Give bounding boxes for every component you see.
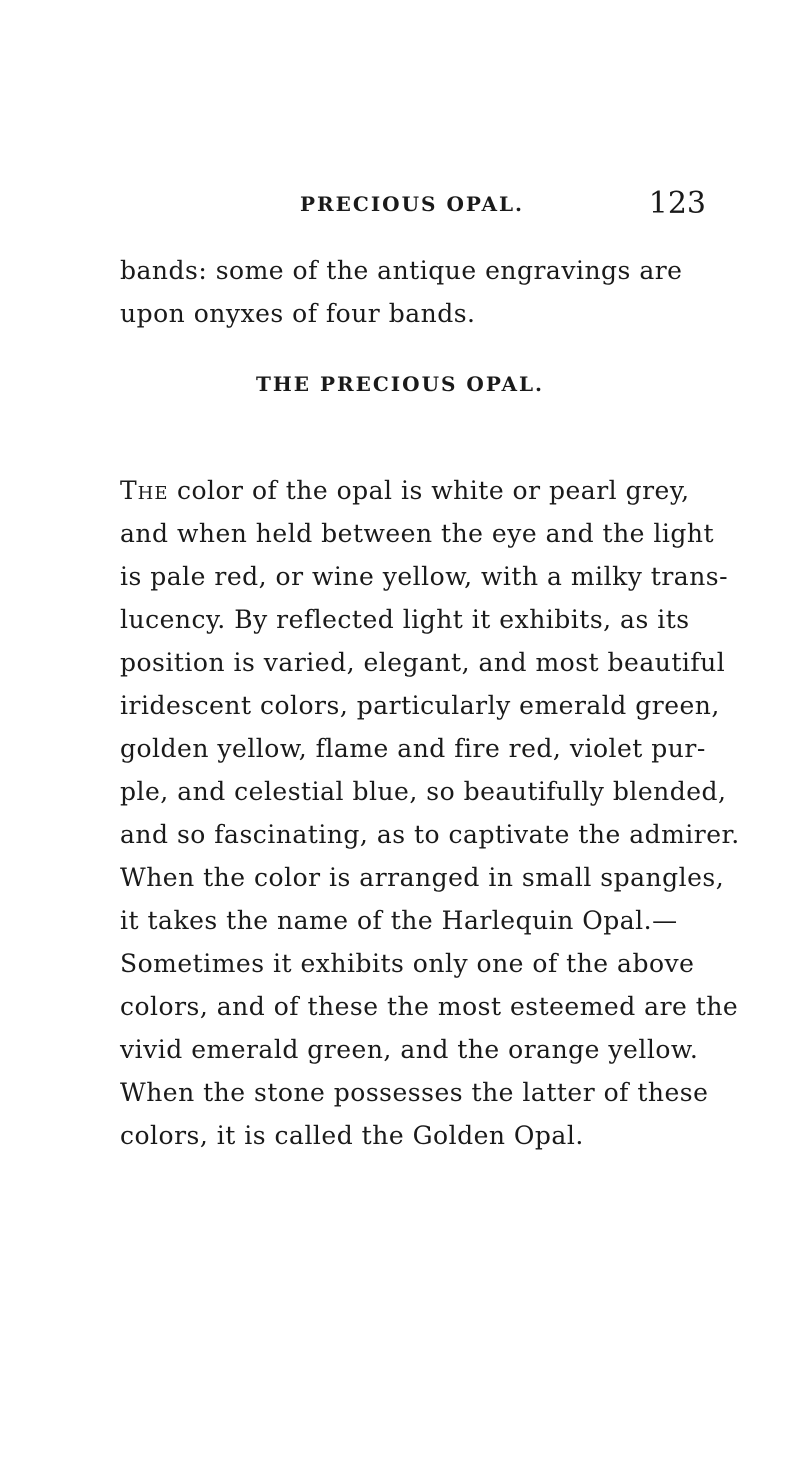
- line-text: it takes the name of the Harlequin Opal.—: [120, 906, 678, 935]
- text-line: [120, 1029, 710, 1071]
- text-line: [120, 771, 727, 813]
- running-head: [300, 186, 720, 232]
- text-line: [120, 986, 739, 1028]
- line-text: upon onyxes of four bands.: [120, 299, 476, 328]
- line-text: iridescent colors, particularly emerald green,: [120, 691, 720, 720]
- line-text: and when held between the eye and the light: [120, 519, 715, 548]
- line-text: ple, and celestial blue, so beautifully blended,: [120, 777, 727, 806]
- line-text: color of the opal is white or pearl grey,: [168, 476, 690, 505]
- line-text: When the color is arranged in small spangles,: [120, 863, 725, 892]
- text-line: [120, 470, 710, 512]
- initial-word: The: [120, 476, 169, 505]
- text-line: [120, 857, 725, 899]
- line-text: Sometimes it exhibits only one of the above: [120, 949, 695, 978]
- line-text: When the stone possesses the latter of these: [120, 1078, 709, 1107]
- line-text: position is varied, elegant, and most beautiful: [120, 648, 726, 677]
- page-number: 123: [648, 186, 706, 221]
- line-text: [120, 470, 690, 512]
- text-line: [120, 599, 710, 641]
- text-line: [120, 556, 729, 598]
- line-text: vivid emerald green, and the orange yellow.: [120, 1035, 699, 1064]
- line-text: colors, and of these the most esteemed are the: [120, 992, 739, 1021]
- line-text: golden yellow, flame and fire red, violet pur-: [120, 734, 706, 763]
- text-line: [120, 293, 710, 335]
- text-line: [120, 250, 710, 292]
- line-text: and so fascinating, as to captivate the admirer.: [120, 820, 740, 849]
- text-line: [120, 900, 710, 942]
- text-line: [120, 814, 740, 856]
- running-title: PRECIOUS OPAL.: [300, 192, 524, 216]
- text-line: [120, 1072, 710, 1114]
- section-title: THE PRECIOUS OPAL.: [256, 372, 544, 396]
- line-text: colors, it is called the Golden Opal.: [120, 1121, 584, 1150]
- line-text: bands: some of the antique engravings are: [120, 256, 683, 285]
- text-line: [120, 943, 710, 985]
- line-text: is pale red, or wine yellow, with a milky trans-: [120, 562, 729, 591]
- text-line: [120, 642, 726, 684]
- line-text: lucency. By reflected light it exhibits, as its: [120, 605, 690, 634]
- text-line: [120, 513, 715, 555]
- text-line: [120, 1115, 710, 1157]
- text-line: [120, 728, 710, 770]
- text-line: [120, 685, 720, 727]
